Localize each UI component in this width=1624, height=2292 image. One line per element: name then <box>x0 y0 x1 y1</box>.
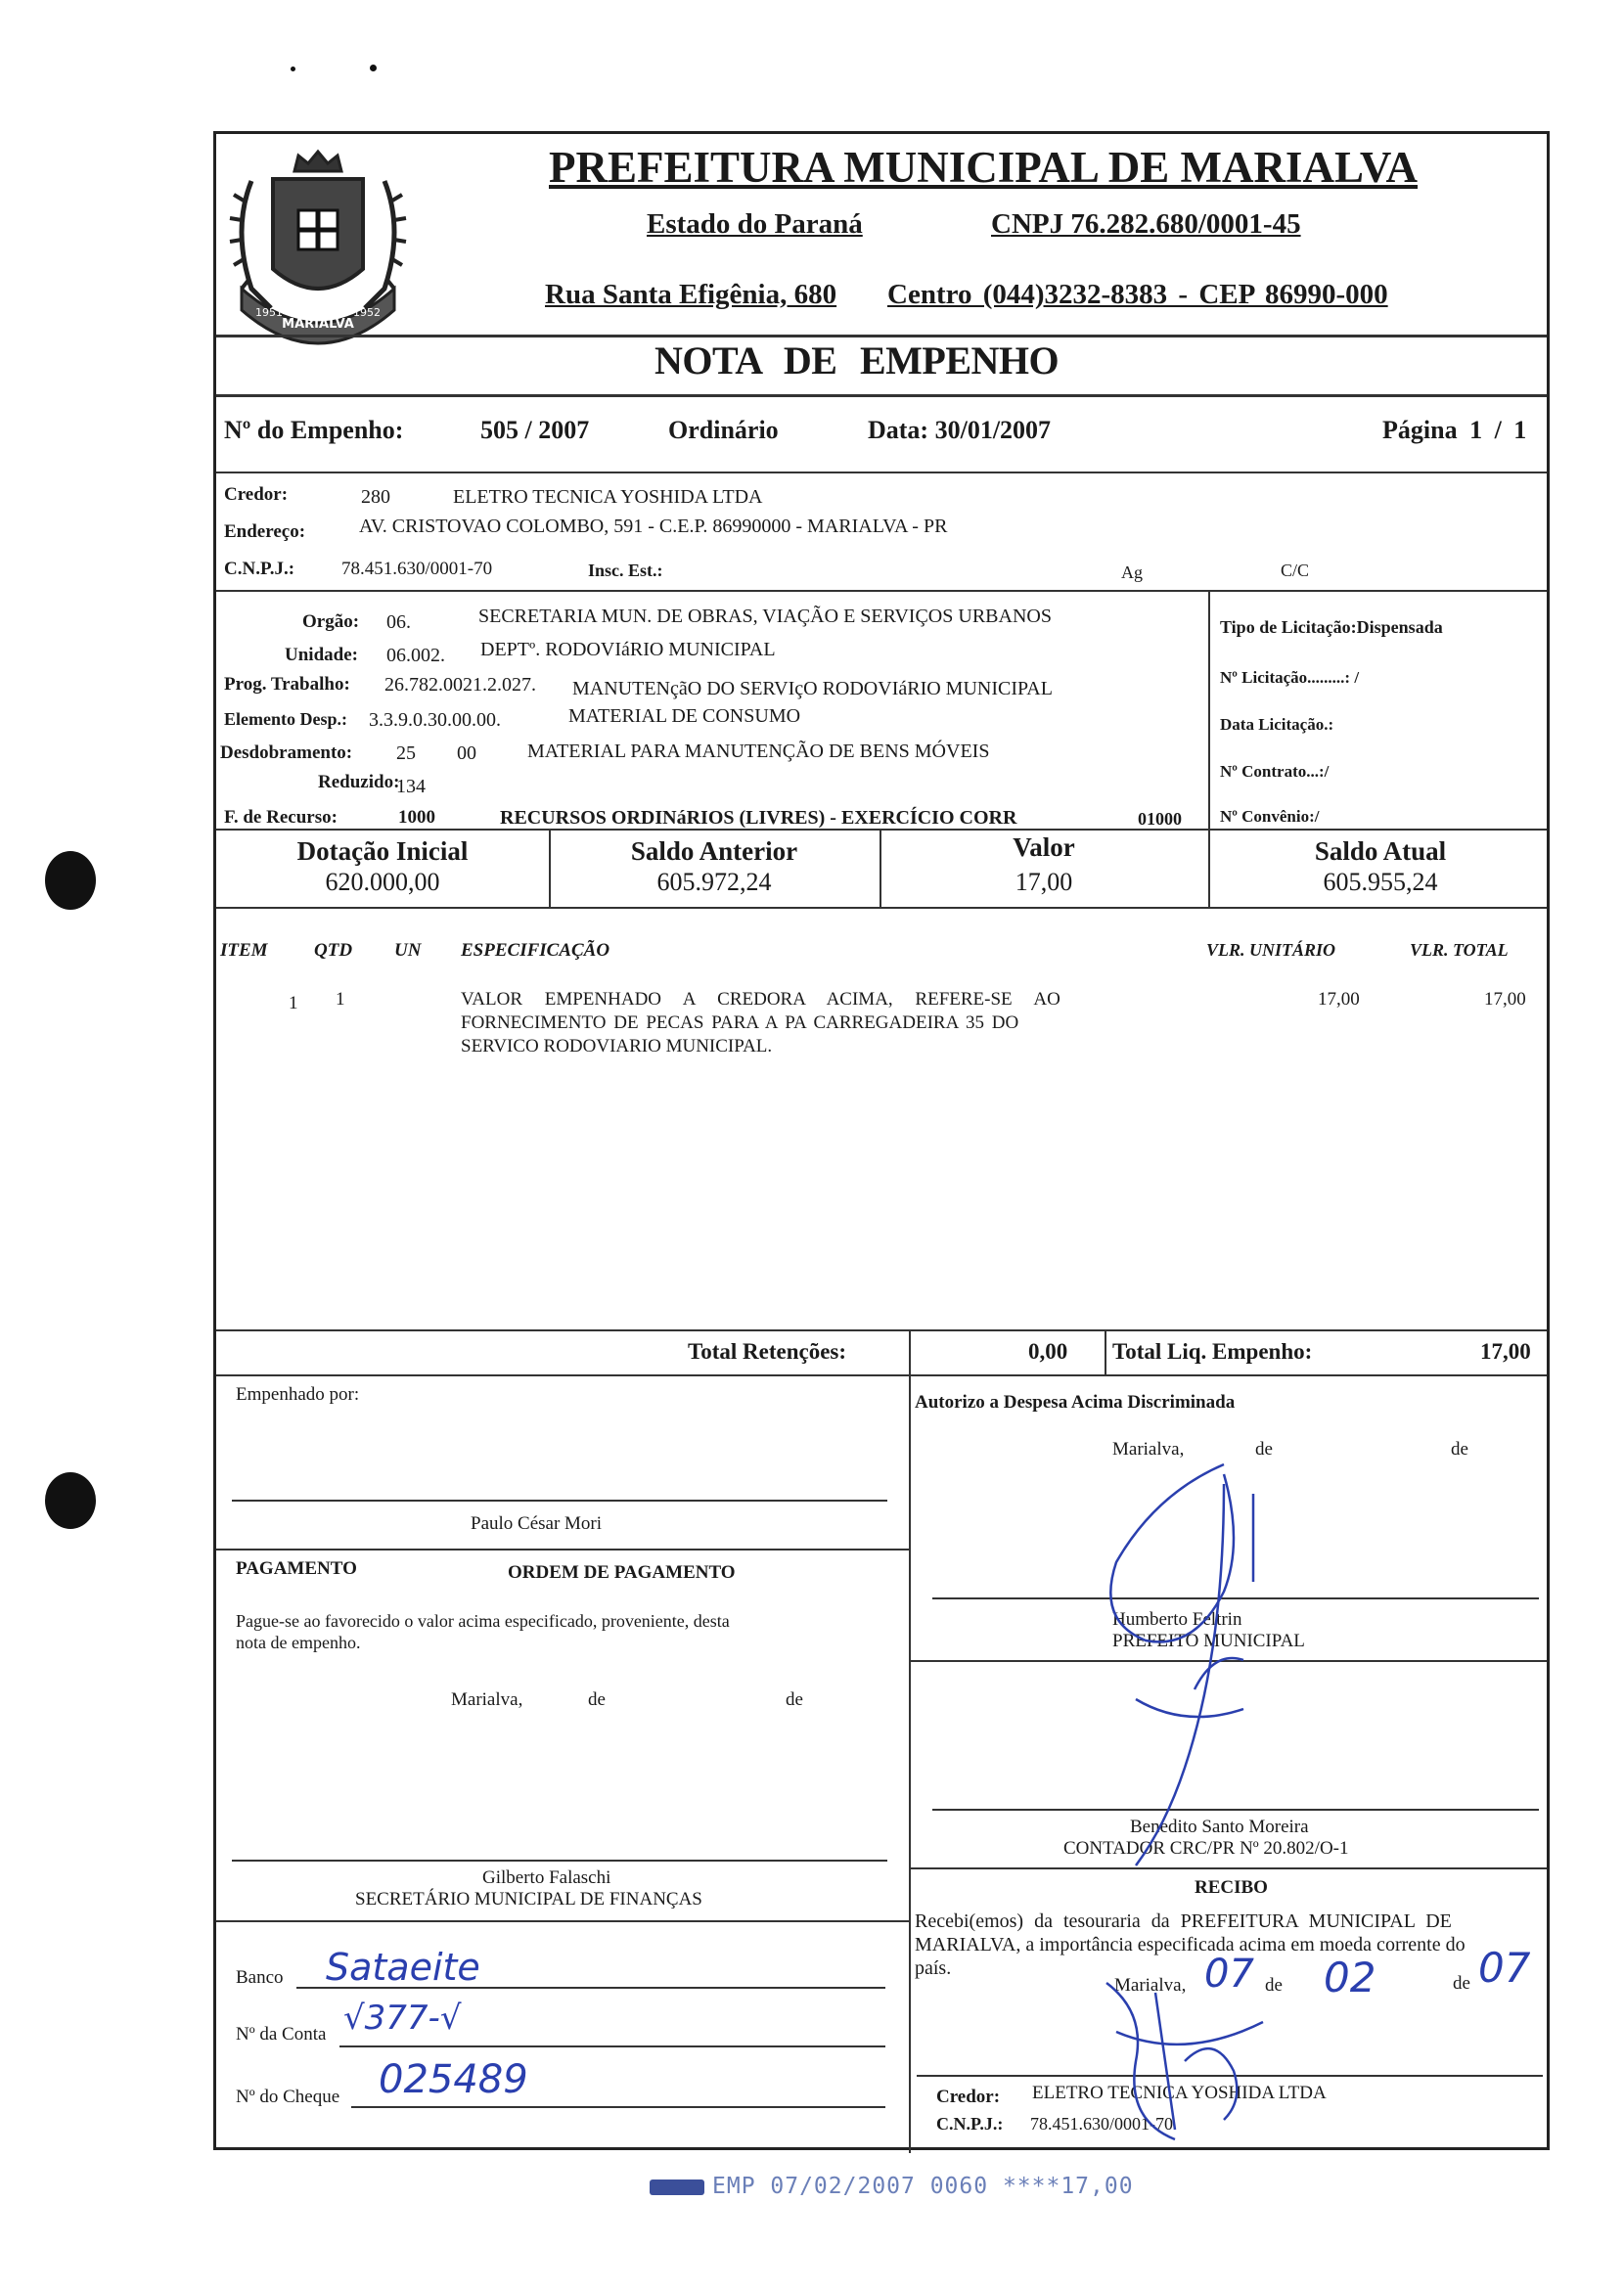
signature-line <box>232 1860 887 1862</box>
document-title: NOTA DE EMPENHO <box>654 338 1060 382</box>
dotacao-inicial-value: 620.000,00 <box>325 868 440 896</box>
cc-label: C/C <box>1281 561 1310 580</box>
item-qty: 1 <box>336 989 345 1010</box>
unit-value-column-header: VLR. UNITÁRIO <box>1206 940 1336 960</box>
municipality-address: Rua Santa Efigênia, 680 <box>545 279 837 310</box>
autorizo-de: de <box>1451 1439 1468 1460</box>
divider <box>1208 590 1210 830</box>
item-spec-line: SERVICO RODOVIARIO MUNICIPAL. <box>461 1036 773 1056</box>
numero-contrato: Nº Contrato...:/ <box>1220 762 1330 781</box>
recibo-text-line: Recebi(emos) da tesouraria da PREFEITURA MUNICIPAL DE <box>915 1910 1452 1932</box>
valor-value: 17,00 <box>1015 868 1073 896</box>
endereco-label: Endereço: <box>224 521 306 542</box>
divider <box>216 1329 1547 1331</box>
divider <box>216 394 1547 397</box>
divider <box>216 907 1547 909</box>
divider <box>216 590 1547 592</box>
recibo-text-line: MARIALVA, a importância especificada acima em moeda corrente do <box>915 1934 1466 1955</box>
item-spec-line: VALOR EMPENHADO A CREDORA ACIMA, REFERE-SE AO <box>461 989 1060 1010</box>
item-unit-value: 17,00 <box>1318 989 1360 1010</box>
item-spec-line: FORNECIMENTO DE PECAS PARA A PA CARREGADEIRA 35 DO <box>461 1012 1019 1033</box>
elemento-desp-label: Elemento Desp.: <box>224 709 347 729</box>
nota-de-empenho-form <box>213 131 1550 2150</box>
cnpj-value: 78.451.630/0001-70 <box>341 559 493 579</box>
elemento-desp-desc: MATERIAL DE CONSUMO <box>568 705 801 727</box>
recibo-signature-icon <box>1087 1973 1283 2149</box>
recibo-label: RECIBO <box>1195 1877 1268 1898</box>
item-number: 1 <box>289 993 298 1013</box>
orgao-value: 06. <box>386 611 411 633</box>
prefeito-signature-icon <box>1077 1455 1292 1885</box>
fonte-recurso-value: 1000 <box>398 807 435 828</box>
insc-est-label: Insc. Est.: <box>588 561 663 580</box>
saldo-atual-label: Saldo Atual <box>1314 836 1447 866</box>
divider <box>909 1374 911 2153</box>
divider <box>216 1374 1547 1376</box>
autorizo-label: Autorizo a Despesa Acima Discriminada <box>915 1392 1236 1413</box>
credor-name: ELETRO TECNICA YOSHIDA LTDA <box>453 486 763 508</box>
item-column-header: ITEM <box>220 940 268 961</box>
speck <box>291 67 295 71</box>
recibo-de: de <box>1453 1973 1470 1994</box>
divider <box>909 1329 911 1374</box>
punch-hole-bottom <box>45 1472 96 1529</box>
page-number: Página 1 / 1 <box>1382 416 1527 444</box>
fonte-recurso-code: 01000 <box>1138 809 1182 829</box>
conta-line <box>339 2045 885 2047</box>
desdobramento-desc: MATERIAL PARA MANUTENÇÃO DE BENS MÓVEIS <box>527 741 990 762</box>
saldo-anterior-value: 605.972,24 <box>656 868 772 896</box>
punch-hole-top <box>45 851 96 910</box>
secretario-title: SECRETÁRIO MUNICIPAL DE FINANÇAS <box>355 1889 702 1910</box>
fonte-recurso-desc: RECURSOS ORDINáRIOS (LIVRES) - EXERCÍCIO CORR <box>500 807 1017 829</box>
pagamento-text-line: Pague-se ao favorecido o valor acima especificado, proveniente, desta <box>236 1611 730 1631</box>
pagamento-de: de <box>786 1689 803 1710</box>
recibo-cnpj-label: C.N.P.J.: <box>936 2114 1004 2134</box>
contador-title: CONTADOR CRC/PR Nº 20.802/O-1 <box>1063 1838 1349 1859</box>
elemento-desp-value: 3.3.9.0.30.00.00. <box>369 709 501 731</box>
data-licitacao: Data Licitação.: <box>1220 715 1334 734</box>
un-column-header: UN <box>394 940 422 961</box>
item-total-value: 17,00 <box>1484 989 1526 1010</box>
payment-stamp: EMP 07/02/2007 0060 ****17,00 <box>712 2174 1134 2199</box>
recibo-cnpj-value: 78.451.630/0001-70 <box>1030 2114 1173 2134</box>
banco-handwritten: Sataeite <box>326 1946 480 1989</box>
divider <box>216 472 1547 473</box>
speck <box>370 65 377 71</box>
autorizo-de: de <box>1255 1439 1273 1460</box>
recibo-day-handwritten: 07 <box>1204 1952 1254 1997</box>
unidade-desc: DEPTº. RODOVIáRIO MUNICIPAL <box>480 639 776 660</box>
banco-label: Banco <box>236 1967 284 1988</box>
unidade-value: 06.002. <box>386 645 445 666</box>
state-name: Estado do Paraná <box>647 208 863 240</box>
tipo-licitacao: Tipo de Licitação:Dispensada <box>1220 617 1443 637</box>
desdobramento-label: Desdobramento: <box>220 742 353 763</box>
dotacao-inicial-label: Dotação Inicial <box>296 836 469 866</box>
orgao-desc: SECRETARIA MUN. DE OBRAS, VIAÇÃO E SERVIÇOS URBANOS <box>478 606 1052 627</box>
cheque-line <box>351 2106 885 2108</box>
recibo-city: Marialva, <box>1114 1975 1187 1996</box>
conta-label: Nº da Conta <box>236 2024 327 2045</box>
endereco-value: AV. CRISTOVAO COLOMBO, 591 - C.E.P. 86990000 - MARIALVA - PR <box>359 516 948 537</box>
saldo-anterior-label: Saldo Anterior <box>630 836 798 866</box>
divider <box>216 1920 909 1922</box>
contador-name: Benedito Santo Moreira <box>1130 1817 1309 1837</box>
prefeito-title: PREFEITO MUNICIPAL <box>1112 1631 1305 1651</box>
saldo-atual-value: 605.955,24 <box>1323 868 1438 896</box>
divider <box>216 829 1547 831</box>
empenho-type: Ordinário <box>668 416 779 444</box>
total-value-column-header: VLR. TOTAL <box>1410 940 1509 960</box>
pagamento-label: PAGAMENTO <box>236 1558 357 1579</box>
conta-handwritten: √377-√ <box>343 1999 462 2038</box>
empenho-number: 505 / 2007 <box>480 416 590 444</box>
total-retencoes-label: Total Retenções: <box>688 1339 847 1364</box>
orgao-label: Orgão: <box>302 611 360 632</box>
secretario-name: Gilberto Falaschi <box>482 1867 611 1888</box>
numero-licitacao: Nº Licitação.........: / <box>1220 668 1360 687</box>
municipality-cnpj: CNPJ 76.282.680/0001-45 <box>991 208 1301 240</box>
credor-label: Credor: <box>224 484 289 505</box>
cheque-label: Nº do Cheque <box>236 2087 340 2107</box>
cheque-handwritten: 025489 <box>379 2057 528 2102</box>
total-liquido-value: 17,00 <box>1480 1339 1531 1364</box>
total-retencoes-value: 0,00 <box>1028 1339 1068 1364</box>
cnpj-label: C.N.P.J.: <box>224 559 295 579</box>
desdobramento-sub: 00 <box>457 742 476 764</box>
seal-year-left: 1951 <box>255 306 283 319</box>
signature-line <box>232 1500 887 1502</box>
empenho-date: Data: 30/01/2007 <box>868 416 1052 444</box>
qtd-column-header: QTD <box>314 940 353 961</box>
municipality-contact: Centro (044)3232-8383 - CEP 86990-000 <box>887 279 1388 310</box>
spec-column-header: ESPECIFICAÇÃO <box>461 940 610 961</box>
recibo-credor-value: ELETRO TECNICA YOSHIDA LTDA <box>1032 2083 1327 2103</box>
stamp-logo-icon <box>650 2180 704 2195</box>
pagamento-de: de <box>588 1689 606 1710</box>
empenhado-por-name: Paulo César Mori <box>471 1513 603 1534</box>
pagamento-city: Marialva, <box>451 1689 523 1710</box>
numero-convenio: Nº Convênio:/ <box>1220 807 1320 826</box>
prefeito-name: Humberto Feltrin <box>1112 1609 1242 1630</box>
reduzido-label: Reduzido: <box>318 772 400 792</box>
empenhado-por-label: Empenhado por: <box>236 1384 360 1405</box>
credor-code: 280 <box>361 486 390 508</box>
empenho-number-label: Nº do Empenho: <box>224 416 404 444</box>
valor-label: Valor <box>1013 832 1075 862</box>
autorizo-city: Marialva, <box>1112 1439 1185 1460</box>
seal-name: MARIALVA <box>282 317 354 332</box>
recibo-text-line: país. <box>915 1957 952 1979</box>
prog-trabalho-desc: MANUTENçãO DO SERVIçO RODOVIáRIO MUNICIPAL <box>572 678 1053 699</box>
recibo-de: de <box>1265 1975 1283 1996</box>
page-title: PREFEITURA MUNICIPAL DE MARIALVA <box>549 143 1419 192</box>
prog-trabalho-value: 26.782.0021.2.027. <box>384 674 536 696</box>
ag-label: Ag <box>1121 562 1143 582</box>
recibo-year-handwritten: 07 <box>1478 1944 1531 1992</box>
seal-year-right: 1952 <box>353 306 381 319</box>
prog-trabalho-label: Prog. Trabalho: <box>224 674 350 695</box>
recibo-credor-label: Credor: <box>936 2087 1001 2107</box>
total-liquido-label: Total Liq. Empenho: <box>1112 1339 1313 1364</box>
unidade-label: Unidade: <box>285 645 358 665</box>
recibo-month-handwritten: 02 <box>1324 1954 1376 2001</box>
fonte-recurso-label: F. de Recurso: <box>224 807 338 828</box>
desdobramento-value: 25 <box>396 742 416 764</box>
divider <box>1105 1329 1106 1374</box>
ordem-pagamento-label: ORDEM DE PAGAMENTO <box>508 1562 736 1583</box>
divider <box>216 1549 909 1550</box>
reduzido-value: 134 <box>396 776 426 797</box>
pagamento-text-line: nota de empenho. <box>236 1633 361 1652</box>
municipal-coat-of-arms-icon <box>222 142 414 347</box>
